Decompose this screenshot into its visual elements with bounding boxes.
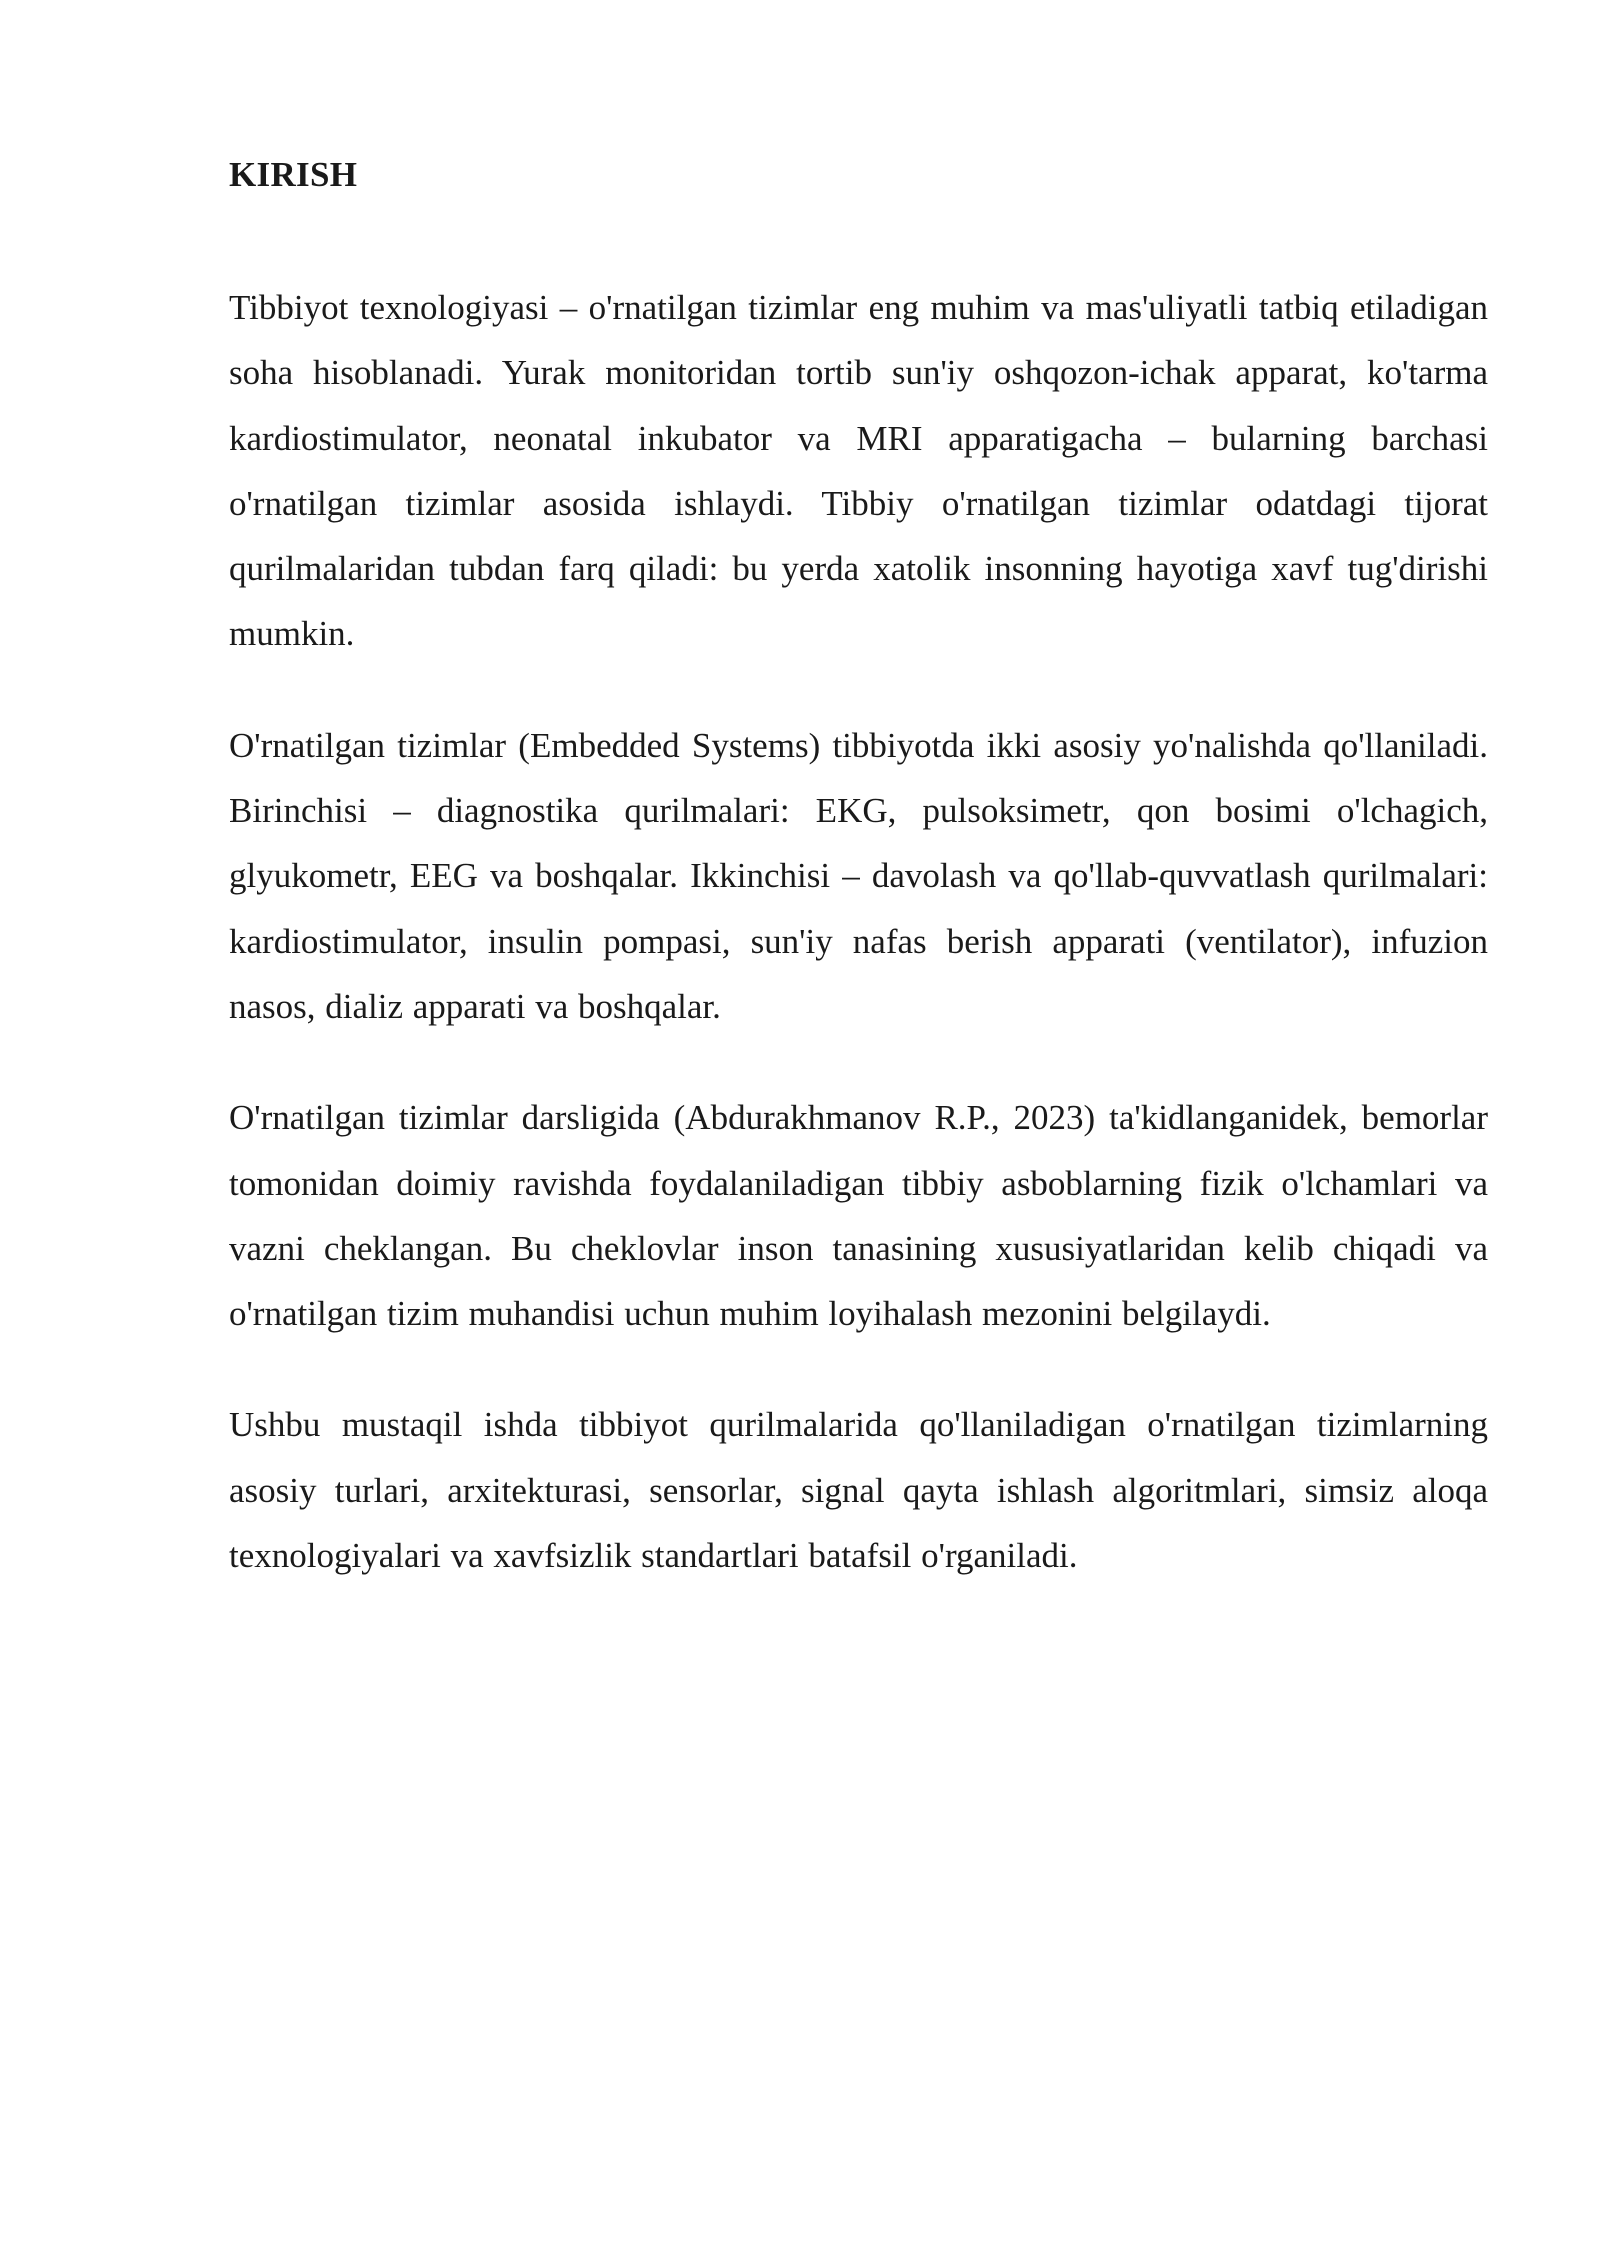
paragraph-1: Tibbiyot texnologiyasi – o'rnatilgan tizimlar eng muhim va mas'uliyatli tatbiq etiladigan soha hisoblanadi. Yurak monitoridan tortib sun'iy oshqozon-ichak apparat, ko'tarma kardiostimulator, neonatal inkubator va MRI apparatigacha – bularning barchasi o'rnatilgan tizimlar asosida ishlaydi. Tibbiy o'rnatilgan tizimlar odatdagi tijorat qurilmalaridan tubdan farq qiladi: bu yerda xatolik insonning hayotiga xavf tug'dirishi mumkin. xyxy=(229,288,1488,654)
section-heading: KIRISH xyxy=(229,155,358,194)
paragraph-2: O'rnatilgan tizimlar (Embedded Systems) tibbiyotda ikki asosiy yo'nalishda qo'llaniladi. Birinchisi – diagnostika qurilmalari: EKG, pulsoksimetr, qon bosimi o'lchagich, glyukometr, EEG va boshqalar. Ikkinchisi – davolash va qo'llab-quvvatlash qurilmalari: kardiostimulator, insulin pompasi, sun'iy nafas berish apparati (ventilator), infuzion nasos, dializ apparati va boshqalar. xyxy=(229,725,1488,1026)
document-body xyxy=(229,150,1488,1634)
paragraph-4: Ushbu mustaqil ishda tibbiyot qurilmalarida qo'llaniladigan o'rnatilgan tizimlarning asosiy turlari, arxitekturasi, sensorlar, signal qayta ishlash algoritmlari, simsiz aloqa texnologiyalari va xavfsizlik standartlari batafsil o'rganiladi. xyxy=(229,1405,1488,1576)
paragraph-3: O'rnatilgan tizimlar darsligida (Abdurakhmanov R.P., 2023) ta'kidlanganidek, bemorlar tomonidan doimiy ravishda foydalaniladigan tibbiy asboblarning fizik o'lchamlari va vazni cheklangan. Bu cheklovlar inson tanasining xususiyatlaridan kelib chiqadi va o'rnatilgan tizim muhandisi uchun muhim loyihalash mezonini belgilaydi. xyxy=(229,1098,1488,1334)
